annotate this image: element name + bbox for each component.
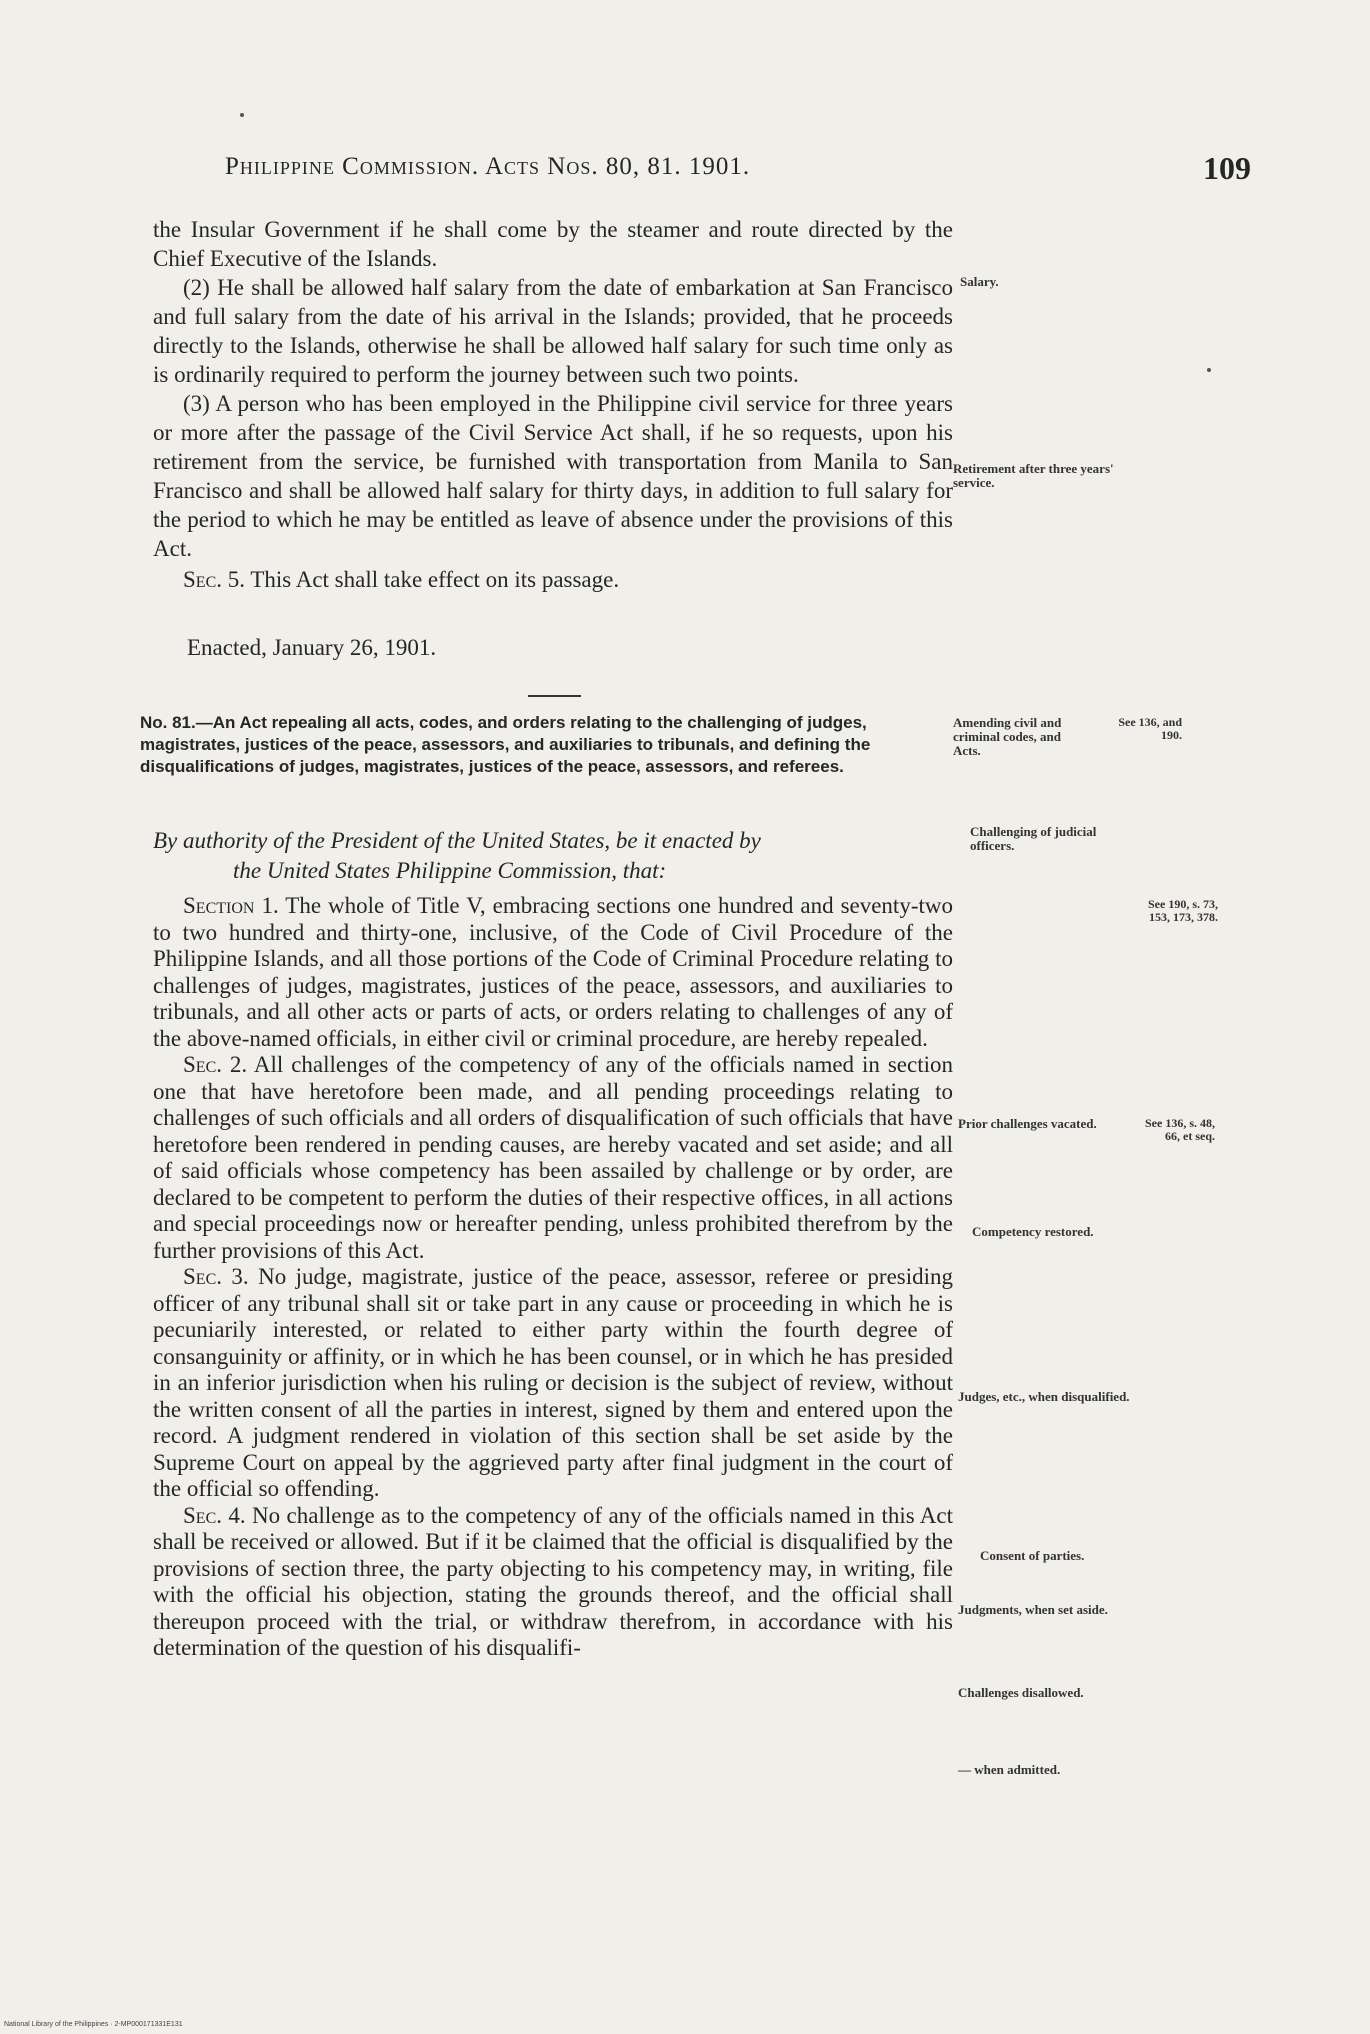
speck-mark — [1207, 368, 1211, 372]
margin-ref-see136b: See 136, s. 48, 66, et seq. — [1145, 1116, 1215, 1143]
section-text: The whole of Title V, embracing sections one hundred and seventy-two to two hundred and thirty-one, inclusive, of the Code of Civil Procedure of the Philippine Islands, and all those portions of the Code of Criminal Procedure relating to challenges of judges, magistrates, justices of the peace, assessors, and auxiliaries to tribunals, and all other acts or parts of acts, or orders relating to challenges of any of the above-named officials, in either civil or criminal procedure, are hereby repealed. — [153, 893, 953, 1051]
page-number: 109 — [1203, 150, 1251, 186]
margin-ref-see136a: See 136, and 190. — [1118, 715, 1182, 742]
margin-note-retirement: Retirement after three years' service. — [953, 461, 1114, 490]
margin-note-challenging: Challenging of judicial officers. — [970, 824, 1097, 853]
section-label: Sec. 3. — [183, 1264, 249, 1289]
margin-note-competency: Competency restored. — [972, 1224, 1094, 1239]
enacting-clause — [153, 826, 963, 886]
section-label: Sec. 2. — [183, 1052, 248, 1077]
section-label: Section 1. — [183, 893, 279, 918]
section-text: This Act shall take effect on its passage. — [250, 567, 620, 592]
margin-note-salary: Salary. — [960, 274, 999, 289]
act81-body — [153, 893, 953, 1662]
margin-note-when-admitted: — when admitted. — [958, 1762, 1061, 1777]
margin-note-consent: Consent of parties. — [980, 1548, 1085, 1563]
paragraph-retirement: (3) A person who has been employed in the Philippine civil service for three years or more after the passage of the Civil Service Act shall, if he so requests, upon his retirement from the service, be furnished with transportation from Manila to San Francisco and shall be allowed half salary for thirty days, in addition to full salary for the period to which he may be entitled as leave of absence under the provisions of this Act. — [153, 391, 953, 561]
margin-ref-see190: See 190, s. 73, 153, 173, 378. — [1148, 897, 1218, 924]
footer-attribution: National Library of the Philippines · 2-MP000171331E131 — [4, 2021, 183, 2028]
section-5 — [153, 565, 953, 594]
section-text: No challenge as to the competency of any of the officials named in this Act shall be received or allowed. But if it be claimed that the official is disqualified by the provisions of section three, the party objecting to his competency may, in writing, file with the official his objection, stating the grounds thereof, and the official shall thereupon proceed with the trial, or withdraw therefrom, in accordance with his determination of the question of his disqualifi- — [153, 1502, 954, 1660]
act-number: No. 81. — [140, 713, 196, 732]
enacting-line-2: the United States Philippine Commission, that: — [233, 858, 667, 883]
section-text: No judge, magistrate, justice of the peace, assessor, referee or presiding officer of any tribunal shall sit or take part in any cause or proceeding in which he is pecuniarily interested, or related to either party within the fourth degree of consanguinity or affinity, or in which he has been counsel, or in which he has presided in an inferior jurisdiction when his ruling or decision is the subject of review, without the written consent of all the parties in interest, signed by them and entered upon the record. A judgment rendered in violation of this section shall be set aside by the Supreme Court on appeal by the aggrieved party after final judgment in the court of the official so offending. — [153, 1264, 954, 1501]
paragraph-continuation: the Insular Government if he shall come by the steamer and route directed by the Chief Executive of the Islands. — [153, 217, 953, 271]
act-title — [140, 712, 945, 778]
act-title-text: —An Act repealing all acts, codes, and orders relating to the challenging of judges, magistrates, justices of the peace, assessors, and auxiliaries to tribunals, and defining the disqualifications of judges, magistrates, justices of the peace, assessors, and referees. — [140, 713, 871, 776]
running-head: Philippine Commission. Acts Nos. 80, 81. 1901. — [225, 153, 751, 180]
paragraph-salary: (2) He shall be allowed half salary from the date of embarkation at San Francisco and full salary from the date of his arrival in the Islands; provided, that he proceeds directly to the Islands, otherwise he shall be allowed half salary for such time only as is ordinarily required to perform the journey between such two points. — [153, 275, 953, 387]
section-label: Sec. 4. — [183, 1502, 246, 1528]
enacted-date: Enacted, January 26, 1901. — [187, 635, 437, 660]
section-4 — [153, 1503, 953, 1662]
section-label: Sec. 5. — [183, 567, 245, 592]
act80-body — [153, 215, 953, 594]
speck-mark — [240, 113, 244, 117]
section-text: All challenges of the competency of any of the officials named in section one that have heretofore been made, and all pending proceedings relating to challenges of such officials and all orders of disqualification of such officials that have heretofore been rendered in pending causes, are hereby vacated and set aside; and all of said officials whose competency has been assailed by challenge or by order, are declared to be competent to perform the duties of their respective offices, in all actions and special proceedings now or hereafter pending, unless prohibited therefrom by the further provisions of this Act. — [153, 1052, 953, 1263]
margin-note-prior: Prior challenges vacated. — [958, 1116, 1097, 1131]
enacting-line-1: By authority of the President of the United States, be it enacted by — [153, 828, 761, 853]
section-2 — [153, 1052, 953, 1264]
margin-note-judges: Judges, etc., when disqualified. — [958, 1389, 1130, 1404]
section-3 — [153, 1264, 953, 1503]
separator-rule — [528, 695, 581, 697]
section-1 — [153, 893, 953, 1052]
margin-note-amending: Amending civil and criminal codes, and Acts. — [953, 715, 1062, 758]
margin-note-challenges-disallowed: Challenges disallowed. — [958, 1685, 1084, 1700]
margin-note-judgments: Judgments, when set aside. — [958, 1602, 1108, 1617]
